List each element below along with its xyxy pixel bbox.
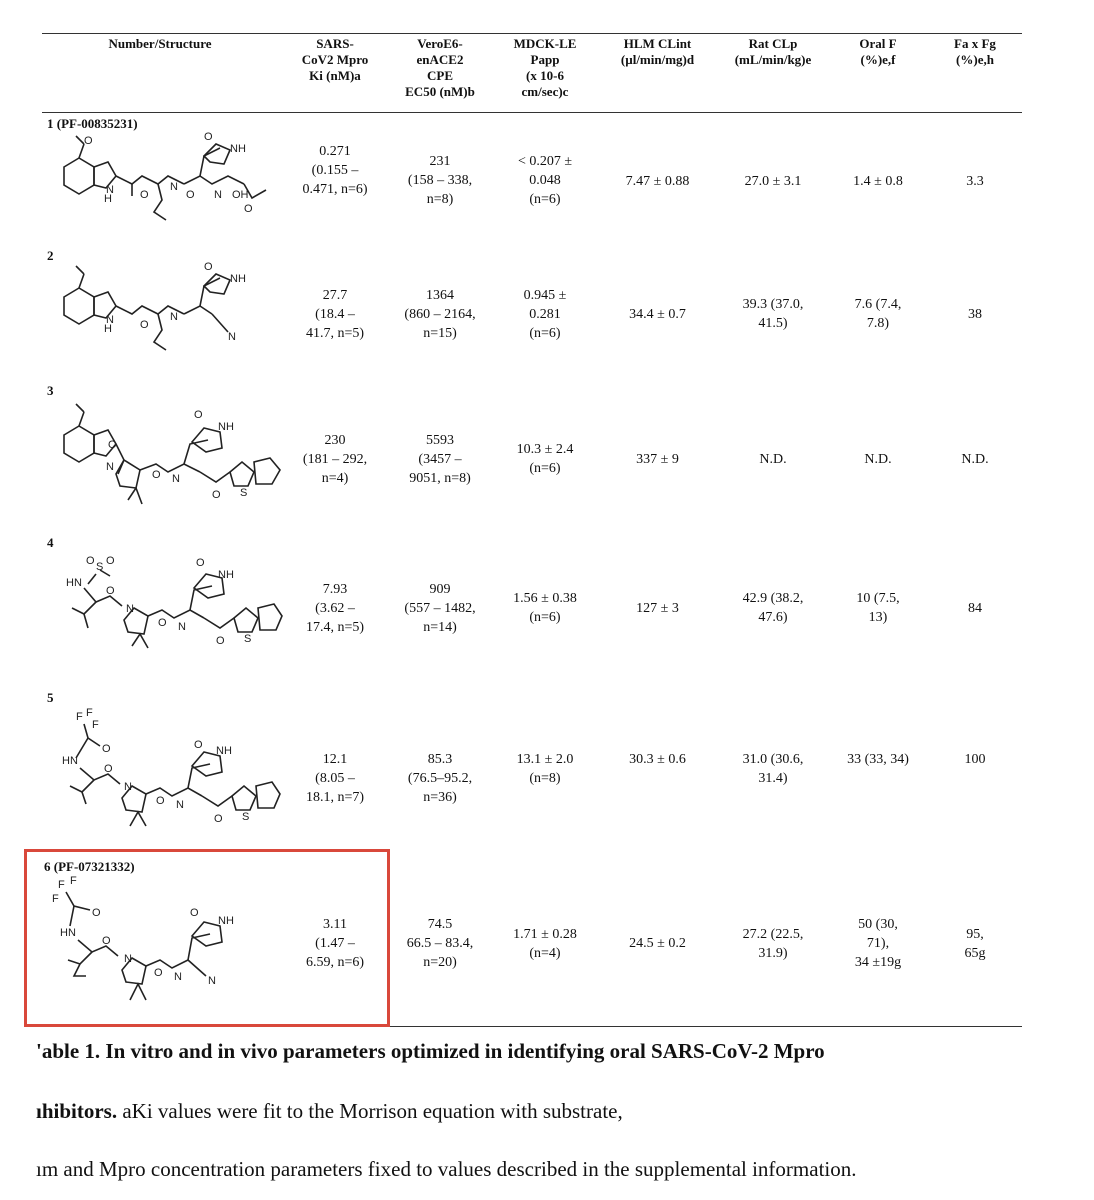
row-5-rat: 31.0 (30.6, 31.4) xyxy=(742,752,804,786)
row-4-rat: 42.9 (38.2, 47.6) xyxy=(742,591,804,625)
row-5-fafg: 100 xyxy=(964,752,986,767)
svg-text:O: O xyxy=(190,907,199,919)
svg-text:N: N xyxy=(170,181,178,193)
svg-text:F: F xyxy=(58,879,65,891)
svg-text:N: N xyxy=(106,314,114,326)
svg-text:O: O xyxy=(84,135,93,147)
header-ki: SARS- CoV2 Mpro Ki (nM)a xyxy=(301,36,369,83)
row-5-hlm: 30.3 ± 0.6 xyxy=(629,752,686,767)
row-5-ec50: 85.3 (76.5–95.2, n=36) xyxy=(407,752,473,805)
structure-2 xyxy=(44,262,284,357)
row-2-mdck: 0.945 ± 0.281 (n=6) xyxy=(523,288,567,341)
svg-text:O: O xyxy=(204,262,213,273)
header-mdck: MDCK-LE Papp (x 10-6 cm/sec)c xyxy=(513,36,577,99)
row-1-fafg: 3.3 xyxy=(966,174,984,189)
svg-text:N: N xyxy=(170,311,178,323)
svg-text:O: O xyxy=(104,763,113,775)
row-6-rat: 27.2 (22.5, 31.9) xyxy=(742,927,804,961)
svg-text:NH: NH xyxy=(230,273,246,285)
svg-text:O: O xyxy=(106,555,115,567)
row-1-ki: 0.271 (0.155 – 0.471, n=6) xyxy=(302,144,368,197)
svg-text:F: F xyxy=(52,893,59,905)
svg-text:F: F xyxy=(70,876,77,887)
svg-text:N: N xyxy=(174,971,182,983)
row-2-ki: 27.7 (18.4 – 41.7, n=5) xyxy=(305,288,365,341)
svg-text:O: O xyxy=(140,319,149,331)
row-label: 5 xyxy=(47,690,54,705)
row-label: 1 (PF-00835231) xyxy=(47,116,138,131)
svg-text:O: O xyxy=(216,635,225,647)
svg-text:O: O xyxy=(102,743,111,755)
row-6-ec50: 74.5 66.5 – 83.4, n=20) xyxy=(406,917,474,970)
top-rule xyxy=(42,33,1022,34)
row-2-oral: 7.6 (7.4, 7.8) xyxy=(854,297,902,331)
row-4-fafg: 84 xyxy=(968,601,982,616)
row-label: 3 xyxy=(47,383,54,398)
svg-text:O: O xyxy=(156,795,165,807)
header-structure: Number/Structure xyxy=(108,36,212,51)
svg-text:N: N xyxy=(172,473,180,485)
svg-text:NH: NH xyxy=(218,569,234,581)
svg-text:O: O xyxy=(86,555,95,567)
svg-text:N: N xyxy=(124,781,132,793)
row-2-ec50: 1364 (860 – 2164, n=15) xyxy=(404,288,476,341)
row-5-ki: 12.1 (8.05 – 18.1, n=7) xyxy=(305,752,365,805)
row-2-rat: 39.3 (37.0, 41.5) xyxy=(742,297,804,331)
svg-text:NH: NH xyxy=(218,421,234,433)
svg-text:F: F xyxy=(76,711,83,723)
row-5-mdck: 13.1 ± 2.0 (n=8) xyxy=(516,752,574,786)
row-4-hlm: 127 ± 3 xyxy=(636,601,679,616)
structure-3 xyxy=(44,400,284,510)
row-4-oral: 10 (7.5, 13) xyxy=(856,591,900,625)
svg-text:O: O xyxy=(204,132,213,143)
svg-text:HN: HN xyxy=(66,577,82,589)
row-6-oral: 50 (30, 71), 34 ±19g xyxy=(854,917,902,970)
row-4-mdck: 1.56 ± 0.38 (n=6) xyxy=(513,591,577,625)
svg-text:O: O xyxy=(92,907,101,919)
row-3-ec50: 5593 (3457 – 9051, n=8) xyxy=(409,433,471,486)
svg-text:O: O xyxy=(140,189,149,201)
caption-line-2: ıhibitors. aKi values were fit to the Morrison equation with substrate, xyxy=(36,1099,623,1123)
row-3-oral: N.D. xyxy=(864,452,892,467)
row-3-fafg: N.D. xyxy=(961,452,989,467)
svg-text:N: N xyxy=(126,603,134,615)
row-6-fafg: 95, 65g xyxy=(964,927,986,961)
svg-text:O: O xyxy=(102,935,111,947)
row-2-fafg: 38 xyxy=(968,307,982,322)
header-rat: Rat CLp (mL/min/kg)e xyxy=(734,36,812,67)
svg-text:N: N xyxy=(106,184,114,196)
svg-text:O: O xyxy=(212,489,221,501)
svg-text:O: O xyxy=(154,967,163,979)
structure-5 xyxy=(44,708,284,833)
row-1-oral: 1.4 ± 0.8 xyxy=(853,174,903,189)
row-6-hlm: 24.5 ± 0.2 xyxy=(629,936,686,951)
svg-text:HN: HN xyxy=(62,755,78,767)
row-1-mdck: < 0.207 ± 0.048 (n=6) xyxy=(517,154,573,207)
row-3-rat: N.D. xyxy=(759,452,787,467)
svg-text:O: O xyxy=(214,813,223,825)
row-1-hlm: 7.47 ± 0.88 xyxy=(625,174,690,189)
svg-text:NH: NH xyxy=(218,915,234,927)
caption-line-1: 'able 1. In vitro and in vivo parameters optimized in identifying oral SARS-CoV-2 Mpro xyxy=(36,1039,825,1063)
svg-text:O: O xyxy=(244,203,253,215)
header-ec50: VeroE6- enACE2 CPE EC50 (nM)b xyxy=(405,36,475,99)
svg-text:N: N xyxy=(124,953,132,965)
header-hlm: HLM CLint (µl/min/mg)d xyxy=(620,36,695,67)
svg-text:S: S xyxy=(96,561,104,573)
row-6-mdck: 1.71 ± 0.28 (n=4) xyxy=(513,927,577,961)
row-label: 2 xyxy=(47,248,54,263)
row-label: 6 (PF-07321332) xyxy=(44,859,135,874)
svg-text:O: O xyxy=(194,409,203,421)
highlight-box xyxy=(24,849,390,1027)
svg-text:NH: NH xyxy=(230,143,246,155)
svg-text:N: N xyxy=(228,331,236,343)
svg-text:O: O xyxy=(108,439,117,451)
svg-text:O: O xyxy=(186,189,195,201)
svg-text:S: S xyxy=(240,487,248,499)
row-1-ec50: 231 (158 – 338, n=8) xyxy=(407,154,473,207)
row-1-rat: 27.0 ± 3.1 xyxy=(744,174,802,189)
row-3-ki: 230 (181 – 292, n=4) xyxy=(302,433,368,486)
svg-text:S: S xyxy=(242,811,250,823)
svg-text:N: N xyxy=(214,189,222,201)
svg-text:F: F xyxy=(92,719,99,731)
structure-1 xyxy=(44,132,284,227)
svg-text:N: N xyxy=(178,621,186,633)
svg-text:O: O xyxy=(196,557,205,569)
svg-text:O: O xyxy=(152,469,161,481)
svg-text:NH: NH xyxy=(216,745,232,757)
svg-text:N: N xyxy=(208,975,216,987)
row-6-ki: 3.11 (1.47 – 6.59, n=6) xyxy=(305,917,365,970)
row-4-ki: 7.93 (3.62 – 17.4, n=5) xyxy=(305,582,365,635)
svg-text:O: O xyxy=(158,617,167,629)
svg-text:OH: OH xyxy=(232,189,249,201)
header-oral: Oral F (%)e,f xyxy=(859,36,897,67)
svg-text:O: O xyxy=(106,585,115,597)
svg-text:N: N xyxy=(176,799,184,811)
svg-text:F: F xyxy=(86,708,93,719)
row-3-hlm: 337 ± 9 xyxy=(636,452,679,467)
svg-text:N: N xyxy=(106,461,114,473)
svg-text:H: H xyxy=(104,323,112,335)
row-3-mdck: 10.3 ± 2.4 (n=6) xyxy=(516,442,574,476)
header-rule xyxy=(42,112,1022,113)
svg-text:HN: HN xyxy=(60,927,76,939)
row-label: 4 xyxy=(47,535,54,550)
structure-4 xyxy=(44,550,284,665)
caption-line-3: ım and Mpro concentration parameters fixed to values described in the supplemental information. xyxy=(36,1157,857,1181)
row-5-oral: 33 (33, 34) xyxy=(847,752,909,767)
svg-text:S: S xyxy=(244,633,252,645)
header-fafg: Fa x Fg (%)e,h xyxy=(954,36,996,67)
svg-text:H: H xyxy=(104,193,112,205)
row-2-hlm: 34.4 ± 0.7 xyxy=(629,307,686,322)
svg-text:O: O xyxy=(194,739,203,751)
row-4-ec50: 909 (557 – 1482, n=14) xyxy=(404,582,476,635)
